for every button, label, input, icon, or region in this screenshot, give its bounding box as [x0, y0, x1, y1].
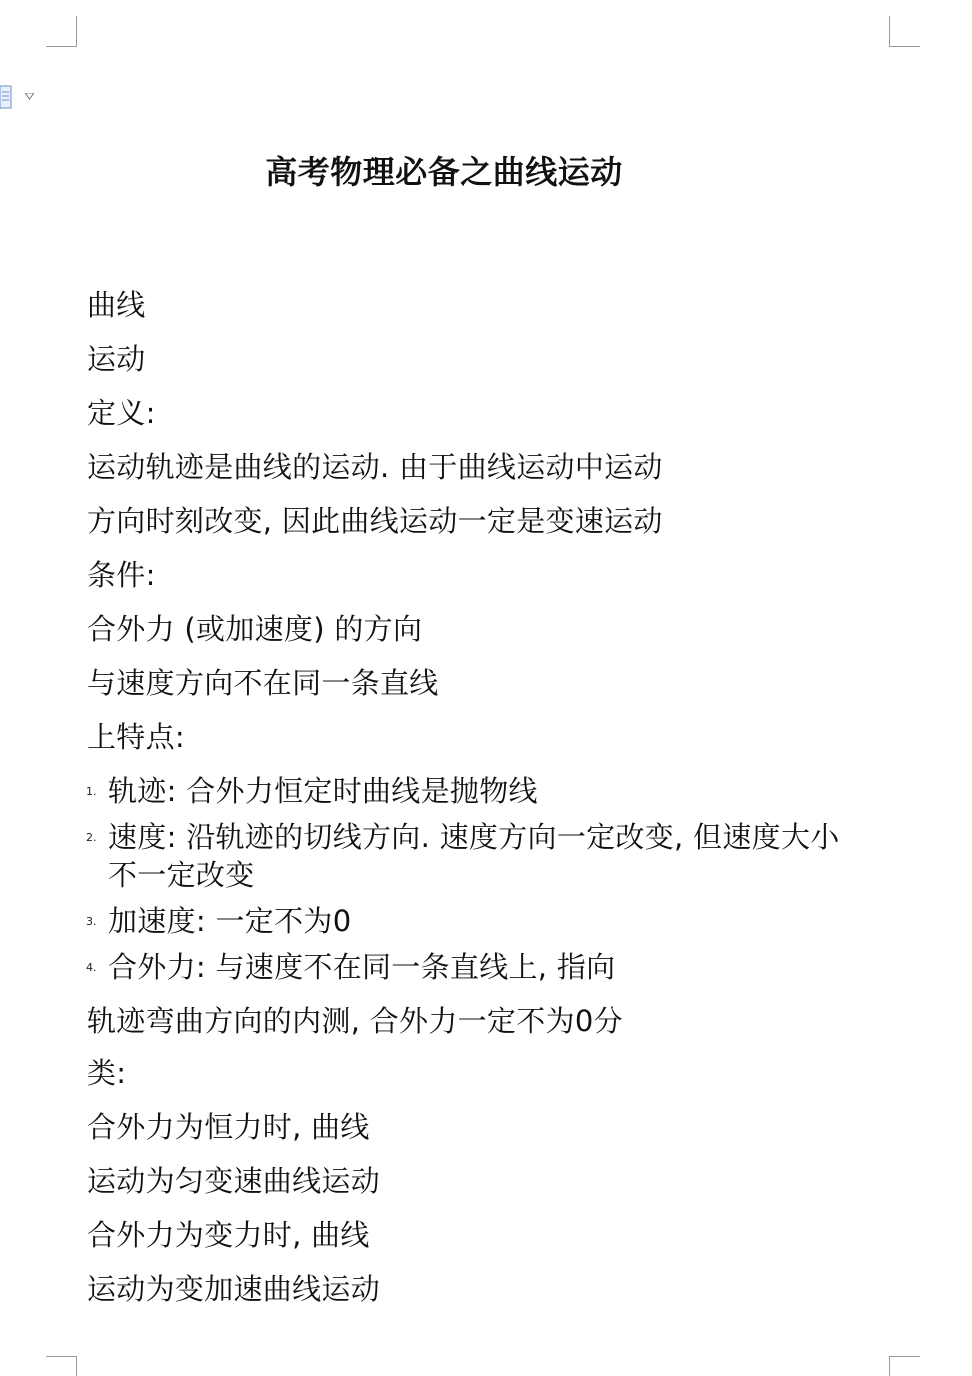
page-title: 高考物理必备之曲线运动: [265, 153, 623, 191]
list-item: [86, 818, 886, 894]
paragraph-line: 运动为变加速曲线运动: [87, 1272, 381, 1306]
list-item: [86, 902, 886, 940]
paragraph-line: 合外力为变力时, 曲线: [87, 1218, 370, 1252]
dropdown-arrow-icon[interactable]: [25, 93, 34, 100]
list-number: 2.: [86, 831, 97, 844]
list-item: [86, 772, 886, 810]
paragraph-line: 方向时刻改变, 因此曲线运动一定是变速运动: [87, 504, 663, 538]
crop-mark-top-right: [889, 16, 920, 47]
list-item-text: 加速度: 一定不为0: [108, 904, 352, 938]
paragraph-line: 上特点:: [87, 720, 185, 754]
list-item-text: 合外力: 与速度不在同一条直线上, 指向: [108, 950, 616, 984]
document-tool-button[interactable]: [0, 84, 40, 114]
paragraph-line: 运动为匀变速曲线运动: [87, 1164, 381, 1198]
paragraph-line: 类:: [87, 1056, 127, 1090]
crop-mark-bottom-right: [889, 1356, 920, 1376]
list-number: 3.: [86, 915, 97, 928]
list-item: [86, 948, 886, 986]
list-number: 4.: [86, 961, 97, 974]
paragraph-line: 定义:: [87, 396, 156, 430]
paragraph-line: 运动轨迹是曲线的运动. 由于曲线运动中运动: [87, 450, 663, 484]
crop-mark-top-left: [46, 16, 77, 47]
list-item-text: 速度: 沿轨迹的切线方向. 速度方向一定改变, 但速度大小: [108, 820, 840, 854]
paragraph-line: 合外力 (或加速度) 的方向: [87, 612, 423, 646]
paragraph-line: 曲线: [87, 288, 146, 322]
list-item-text: 轨迹: 合外力恒定时曲线是抛物线: [108, 774, 538, 808]
paragraph-line: 条件:: [87, 558, 156, 592]
list-item-text-continued: 不一定改变: [108, 858, 255, 892]
crop-mark-bottom-left: [46, 1356, 77, 1376]
list-number: 1.: [86, 785, 97, 798]
paragraph-line: 轨迹弯曲方向的内测, 合外力一定不为0分: [87, 1004, 623, 1038]
paragraph-line: 合外力为恒力时, 曲线: [87, 1110, 370, 1144]
document-icon: [0, 84, 12, 110]
paragraph-line: 与速度方向不在同一条直线: [87, 666, 439, 700]
paragraph-line: 运动: [87, 342, 146, 376]
